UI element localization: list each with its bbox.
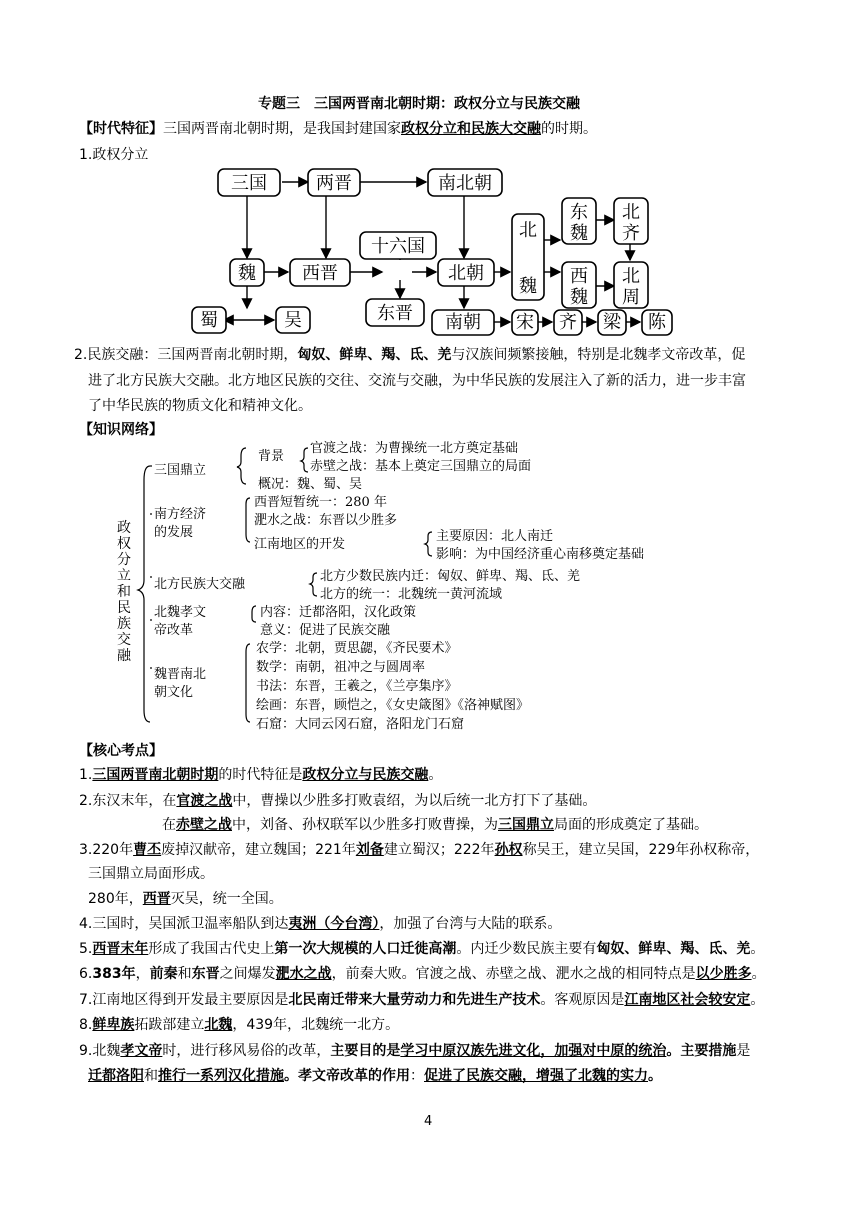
point-8: 8.鲜卑族拓跋部建立北魏，439年，北魏统一北方。 [79, 1017, 400, 1033]
section2-mid: 与汉族间频繁接触，特别是北魏孝文帝改革，促 [451, 347, 746, 363]
node-gaikuang: 概况：魏、蜀、吴 [258, 477, 363, 492]
box-dongwei [562, 198, 596, 244]
node-wenhua-1: 魏晋南北 [154, 667, 207, 682]
page-title: 专题三 三国两晋南北朝时期：政权分立与民族交融 [258, 96, 580, 112]
box-beizhou [614, 262, 648, 308]
node-neiqian: 北方少数民族内迁：匈奴、鲜卑、羯、氐、羌 [320, 569, 581, 584]
svg-text:魏: 魏 [570, 287, 588, 308]
knowledge-network [110, 440, 670, 735]
node-shuxue: 数学：南朝，祖冲之与圆周率 [256, 660, 426, 675]
point-1: 1.三国两晋南北朝时期的时代特征是政权分立与民族交融。 [79, 767, 443, 783]
box-xiwei [562, 262, 596, 308]
node-tongyi: 北方的统一：北魏统一黄河流域 [320, 587, 503, 602]
node-xiaowen-1: 北魏孝文 [154, 605, 207, 620]
page-number: 4 [424, 1114, 433, 1129]
era-feature [79, 119, 597, 139]
svg-text:南朝: 南朝 [445, 312, 481, 333]
box-nanchao [432, 310, 494, 335]
svg-text:蜀: 蜀 [200, 310, 218, 331]
svg-text:魏: 魏 [238, 263, 256, 284]
svg-text:南北朝: 南北朝 [438, 173, 492, 194]
node-shufa: 书法：东晋，王羲之，《兰亭集序》 [256, 679, 458, 694]
svg-text:十六国: 十六国 [371, 236, 425, 257]
point-5: 5.西晋末年形成了我国古代史上第一次大规模的人口迁徙高潮。内迁少数民族主要有匈奴、鲜卑、羯、氐、羌。 [79, 941, 765, 957]
box-liangjin [308, 169, 360, 196]
node-guandu: 官渡之战：为曹操统一北方奠定基础 [310, 441, 519, 456]
point-2b: 在赤壁之战中，刘备、孙权联军以少胜多打败曹操，为三国鼎立局面的形成奠定了基础。 [162, 817, 708, 833]
svg-text:北: 北 [622, 266, 640, 287]
box-wu [276, 307, 310, 333]
node-xijin-tongyi: 西晋短暂统一：280 年 [254, 495, 387, 510]
node-yiyi: 意义：促进了民族交融 [260, 623, 391, 638]
point-4: 4.三国时，吴国派卫温率船队到达夷洲（今台湾），加强了台湾与大陆的联系。 [79, 916, 562, 932]
box-qi [554, 310, 582, 335]
section-heading-1: 1.政权分立 [79, 147, 149, 163]
point-9: 9.北魏孝文帝时，进行移风易俗的改革，主要目的是学习中原汉族先进文化，加强对中原的统治。主要措施是 [79, 1043, 751, 1059]
node-xiaowen-2: 帝改革 [154, 623, 194, 638]
point-3: 3.220年曹丕废掉汉献帝，建立魏国；221年刘备建立蜀汉；222年孙权称吴王，建立吴国，229年孙权称帝， [79, 842, 760, 858]
svg-text:东: 东 [570, 202, 588, 223]
knowledge-label: 【知识网络】 [79, 422, 163, 438]
node-beijing: 背景 [258, 449, 285, 464]
era-feature-post: 的时期。 [541, 121, 597, 137]
regime-diagram [180, 160, 680, 338]
node-yuanyin: 主要原因：北人南迁 [436, 529, 554, 544]
svg-text:齐: 齐 [622, 223, 640, 244]
svg-text:周: 周 [622, 287, 640, 308]
box-chen [642, 310, 672, 335]
point-3c: 280年，西晋灭吴，统一全国。 [88, 891, 283, 907]
node-huihua: 绘画：东晋，顾恺之，《女史箴图》《洛神赋图》 [256, 698, 530, 713]
svg-text:魏: 魏 [519, 276, 537, 297]
svg-text:魏: 魏 [570, 223, 588, 244]
node-feishui: 淝水之战：东晋以少胜多 [254, 513, 398, 528]
box-xijin [290, 259, 350, 286]
box-nanbeichao [428, 169, 502, 196]
svg-text:齐: 齐 [559, 312, 577, 333]
svg-text:宋: 宋 [516, 312, 534, 333]
svg-text:北朝: 北朝 [448, 263, 484, 284]
core-label: 【核心考点】 [79, 743, 163, 759]
box-shu [192, 307, 226, 333]
svg-text:西晋: 西晋 [302, 263, 338, 284]
point-2: 2.东汉末年，在官渡之战中，曹操以少胜多打败袁绍，为以后统一北方打下了基础。 [79, 793, 597, 809]
box-beiwei [512, 214, 544, 300]
box-beiqi [614, 198, 648, 244]
svg-text:北: 北 [622, 202, 640, 223]
node-nanfang-1: 南方经济 [154, 507, 207, 522]
node-jiangnan: 江南地区的开发 [254, 537, 346, 552]
svg-text:东晋: 东晋 [377, 303, 413, 324]
node-yingxiang: 影响：为中国经济重心南移奠定基础 [436, 547, 645, 562]
svg-text:两晋: 两晋 [316, 173, 352, 194]
node-wenhua-2: 朝文化 [154, 685, 194, 700]
era-feature-label: 【时代特征】 [79, 121, 163, 137]
point-6: 6.383年，前秦和东晋之间爆发淝水之战，前秦大败。官渡之战、赤壁之战、淝水之战的相同特点是以少胜多。 [79, 966, 766, 982]
era-feature-bold: 政权分立和民族大交融 [401, 121, 541, 137]
node-beifang: 北方民族大交融 [154, 577, 246, 592]
svg-text:西: 西 [570, 266, 588, 287]
network-root: 政 权 分 立 和 民 族 交 融 [117, 520, 131, 664]
section2-pre: 2.民族交融：三国两晋南北朝时期， [74, 347, 298, 363]
section2-line1 [74, 345, 745, 365]
section2-line2: 进了北方民族大交融。北方地区民族的交往、交流与交融，为中华民族的发展注入了新的活力，进一步丰富 [88, 373, 746, 389]
svg-text:陈: 陈 [648, 312, 666, 333]
section2-line3: 了中华民族的物质文化和精神文化。 [88, 398, 312, 414]
node-nanfang-2: 的发展 [154, 525, 194, 540]
box-beichao [438, 259, 494, 286]
box-song [512, 310, 538, 335]
box-wei [230, 259, 264, 286]
node-sanguo-dingli: 三国鼎立 [154, 463, 207, 478]
point-7: 7.江南地区得到开发最主要原因是北民南迁带来大量劳动力和先进生产技术。客观原因是江南地区社会较安定。 [79, 992, 765, 1008]
node-nongxue: 农学：北朝，贾思勰，《齐民要术》 [256, 641, 458, 656]
box-shiliuguo [360, 232, 436, 259]
section2-bold: 匈奴、鲜卑、羯、氐、羌 [297, 347, 452, 363]
box-liang [598, 310, 626, 335]
svg-text:梁: 梁 [603, 312, 621, 333]
point-3b: 三国鼎立局面形成。 [88, 866, 214, 882]
era-feature-pre: 三国两晋南北朝时期，是我国封建国家 [163, 121, 401, 137]
svg-text:北: 北 [519, 220, 537, 241]
node-chibi: 赤壁之战：基本上奠定三国鼎立的局面 [310, 459, 532, 474]
svg-text:吴: 吴 [284, 310, 302, 331]
box-dongjin [366, 299, 424, 326]
box-sanguo [218, 169, 280, 196]
node-shiku: 石窟：大同云冈石窟，洛阳龙门石窟 [256, 717, 465, 732]
svg-text:三国: 三国 [231, 173, 267, 194]
point-9b: 迁都洛阳和推行一系列汉化措施。孝文帝改革的作用：促进了民族交融，增强了北魏的实力。 [88, 1068, 662, 1084]
node-neirong: 内容：迁都洛阳，汉化政策 [260, 605, 417, 620]
